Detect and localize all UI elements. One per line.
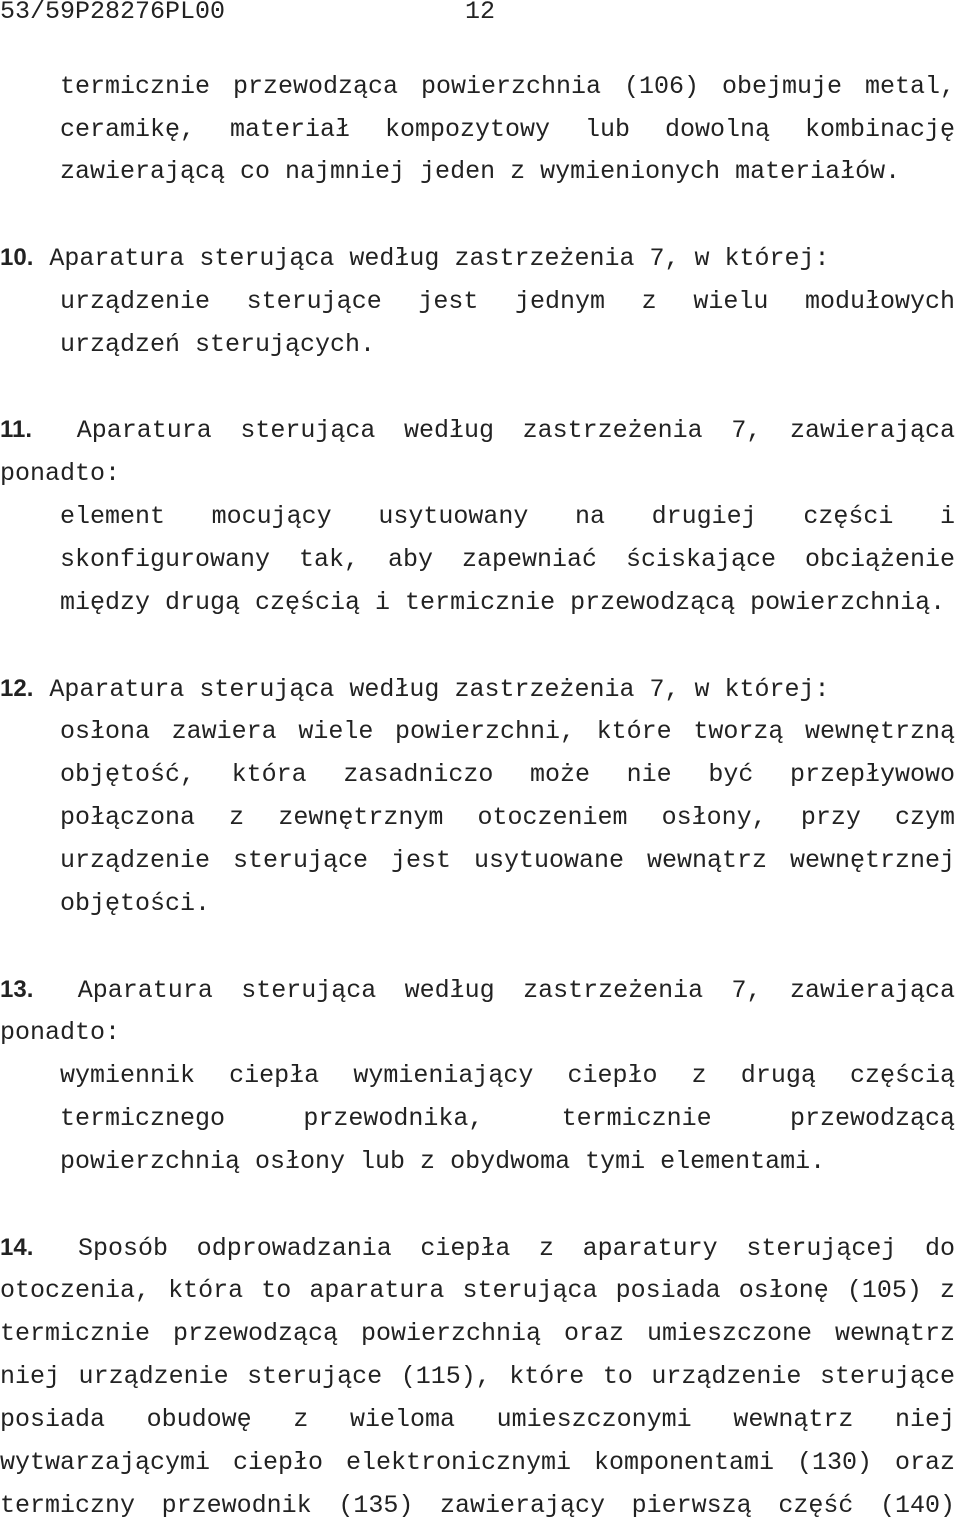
text-line: niej urządzenie sterujące (115), które to urządzenie sterujące: [0, 1362, 955, 1391]
text-line: powierzchnią osłony lub z obydwoma tymi elementami.: [60, 1147, 826, 1176]
text-line: Sposób odprowadzania ciepła z aparatury sterującej do: [78, 1234, 955, 1263]
claim-number: 14.: [0, 1234, 34, 1261]
page-number: 12: [465, 0, 496, 26]
claim-number: 13.: [0, 976, 34, 1003]
text-line: między drugą częścią i termicznie przewodzącą powierzchnią.: [60, 588, 946, 617]
text-line: urządzenie sterujące jest jednym z wielu modułowych: [60, 287, 955, 316]
text-line: urządzenie sterujące jest usytuowane wewnątrz wewnętrznej: [60, 846, 955, 875]
text-line: otoczenia, która to aparatura sterująca posiada osłonę (105) z: [0, 1276, 955, 1305]
text-line: Aparatura sterująca według zastrzeżenia 7, zawierająca: [77, 976, 955, 1005]
text-line: termicznego przewodnika, termicznie przewodzącą: [60, 1104, 955, 1133]
text-line: objętość, która zasadniczo może nie być przepływowo: [60, 760, 955, 789]
text-line: termicznie przewodzącą powierzchnią oraz umieszczone wewnątrz: [0, 1319, 955, 1348]
text-line: objętości.: [60, 889, 211, 918]
text-line: zawierającą co najmniej jeden z wymienionych materiałów.: [60, 157, 901, 186]
claim-first-line: [0, 244, 955, 273]
document-id: 53/59P28276PL00: [0, 0, 226, 26]
text-line: posiada obudowę z wieloma umieszczonymi wewnątrz niej: [0, 1405, 955, 1434]
text-line: połączona z zewnętrznym otoczeniem osłony, przy czym: [60, 803, 955, 832]
text-line: Aparatura sterująca według zastrzeżenia 7, w której:: [49, 244, 830, 273]
text-line: ponadto:: [0, 459, 121, 488]
text-line: osłona zawiera wiele powierzchni, które tworzą wewnętrzną: [60, 717, 955, 746]
text-line: termiczny przewodnik (135) zawierający pierwszą część (140): [0, 1491, 955, 1520]
claim-first-line: [0, 976, 955, 1005]
text-line: wytwarzającymi ciepło elektronicznymi komponentami (130) oraz: [0, 1448, 955, 1477]
text-line: urządzeń sterujących.: [60, 330, 376, 359]
text-line: wymiennik ciepła wymieniający ciepło z drugą częścią: [60, 1061, 955, 1090]
text-line: Aparatura sterująca według zastrzeżenia 7, zawierająca: [76, 416, 955, 445]
text-line: skonfigurowany tak, aby zapewniać ściskające obciążenie: [60, 545, 955, 574]
claim-first-line: [0, 416, 955, 445]
text-line: ceramikę, materiał kompozytowy lub dowolną kombinację: [60, 115, 955, 144]
text-line: ponadto:: [0, 1018, 121, 1047]
claim-first-line: [0, 675, 955, 704]
claim-number: 12.: [0, 675, 34, 702]
text-line: Aparatura sterująca według zastrzeżenia 7, w której:: [49, 675, 830, 704]
text-line: termicznie przewodząca powierzchnia (106) obejmuje metal,: [60, 72, 955, 101]
text-line: element mocujący usytuowany na drugiej części i: [60, 502, 955, 531]
claim-number: 10.: [0, 244, 34, 271]
claim-first-line: [0, 1234, 955, 1263]
claim-number: 11.: [0, 416, 33, 443]
